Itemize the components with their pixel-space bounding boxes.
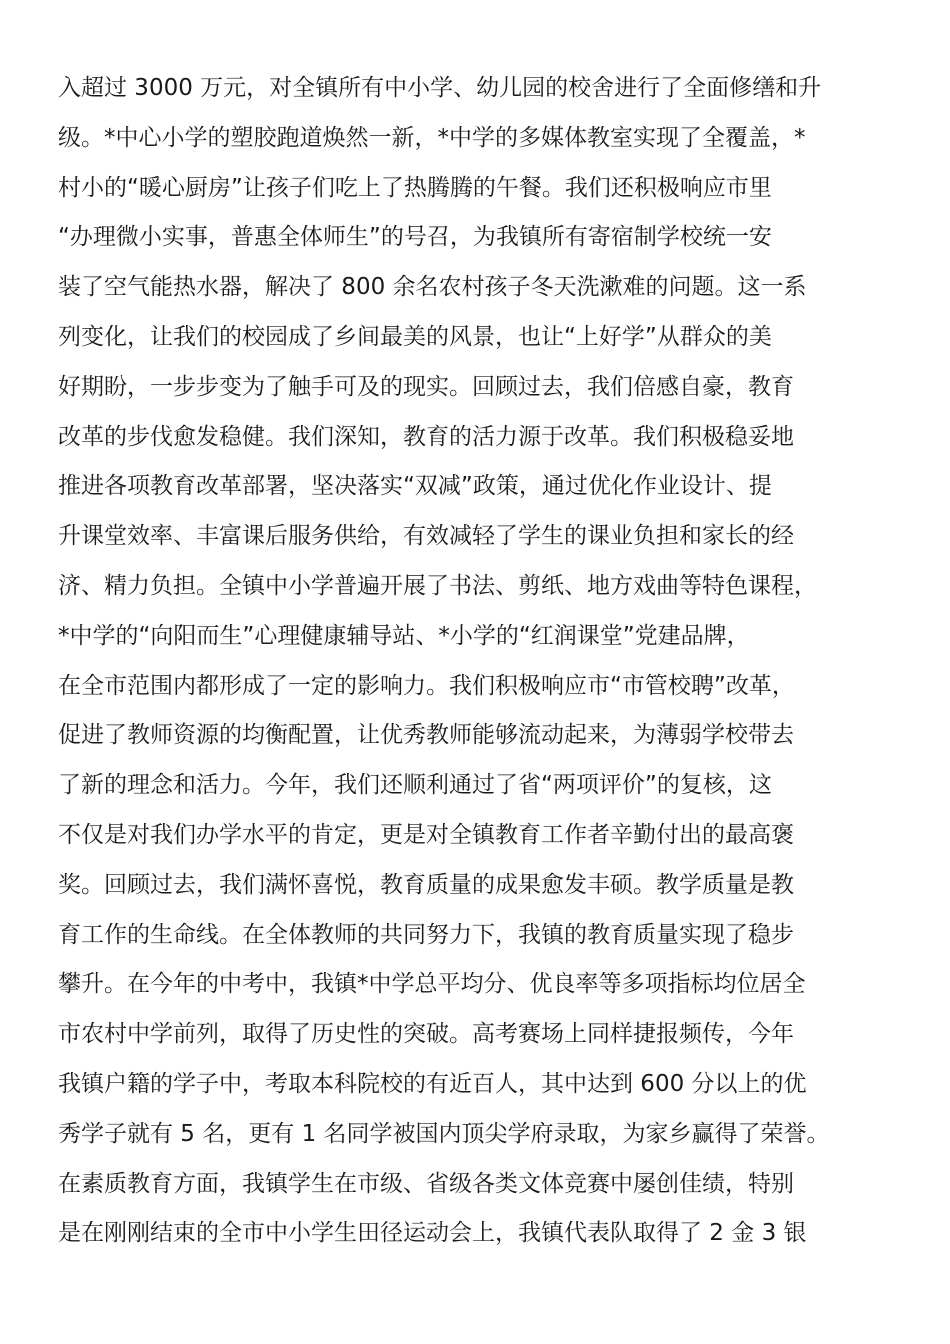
- text-line: 济、精力负担。全镇中小学普遍开展了书法、剪纸、地方戏曲等特色课程，: [58, 572, 817, 599]
- text-line: 入超过 3000 万元，对全镇所有中小学、幼儿园的校舍进行了全面修缮和升: [58, 75, 822, 101]
- text-line: 市农村中学前列，取得了历史性的突破。高考赛场上同样捷报频传，今年: [58, 1021, 794, 1048]
- text-line: 我镇户籍的学子中，考取本科院校的有近百人，其中达到 600 分以上的优: [58, 1070, 807, 1097]
- text-line: 在素质教育方面，我镇学生在市级、省级各类文体竞赛中屡创佳绩，特别: [58, 1170, 794, 1197]
- text-line: 推进各项教育改革部署，坚决落实“双减”政策，通过优化作业设计、提: [58, 473, 772, 500]
- text-line: 级。*中心小学的塑胶跑道焕然一新，*中学的多媒体教室实现了全覆盖，*: [58, 124, 806, 151]
- text-line: 促进了教师资源的均衡配置，让优秀教师能够流动起来，为薄弱学校带去: [58, 722, 794, 749]
- text-line: 攀升。在今年的中考中，我镇*中学总平均分、优良率等多项指标均位居全: [58, 971, 806, 998]
- text-line: 装了空气能热水器，解决了 800 余名农村孩子冬天洗漱难的问题。这一系: [58, 274, 807, 301]
- text-line: “办理微小实事，普惠全体师生”的号召，为我镇所有寄宿制学校统一安: [58, 224, 772, 251]
- text-line: 奖。回顾过去，我们满怀喜悦，教育质量的成果愈发丰硕。教学质量是教: [58, 871, 794, 898]
- text-line: 不仅是对我们办学水平的肯定，更是对全镇教育工作者辛勤付出的最高褒: [58, 821, 794, 848]
- text-line: 育工作的生命线。在全体教师的共同努力下，我镇的教育质量实现了稳步: [58, 921, 794, 948]
- text-line: 列变化，让我们的校园成了乡间最美的风景，也让“上好学”从群众的美: [58, 323, 772, 350]
- text-line: 在全市范围内都形成了一定的影响力。我们积极响应市“市管校聘”改革，: [58, 672, 795, 699]
- text-line: 是在刚刚结束的全市中小学生田径运动会上，我镇代表队取得了 2 金 3 银: [58, 1220, 807, 1247]
- text-line: 好期盼，一步步变为了触手可及的现实。回顾过去，我们倍感自豪，教育: [58, 373, 794, 400]
- text-line: 了新的理念和活力。今年，我们还顺利通过了省“两项评价”的复核，这: [58, 772, 772, 799]
- text-line: 改革的步伐愈发稳健。我们深知，教育的活力源于改革。我们积极稳妥地: [58, 423, 794, 450]
- text-line: 升课堂效率、丰富课后服务供给，有效减轻了学生的课业负担和家长的经: [58, 523, 794, 550]
- text-line: 村小的“暖心厨房”让孩子们吃上了热腾腾的午餐。我们还积极响应市里: [58, 174, 772, 201]
- text-line: 秀学子就有 5 名，更有 1 名同学被国内顶尖学府录取，为家乡赢得了荣誉。: [58, 1120, 830, 1147]
- body-paragraph: [58, 64, 898, 1259]
- text-line: *中学的“向阳而生”心理健康辅导站、*小学的“红润课堂”党建品牌，: [58, 622, 750, 649]
